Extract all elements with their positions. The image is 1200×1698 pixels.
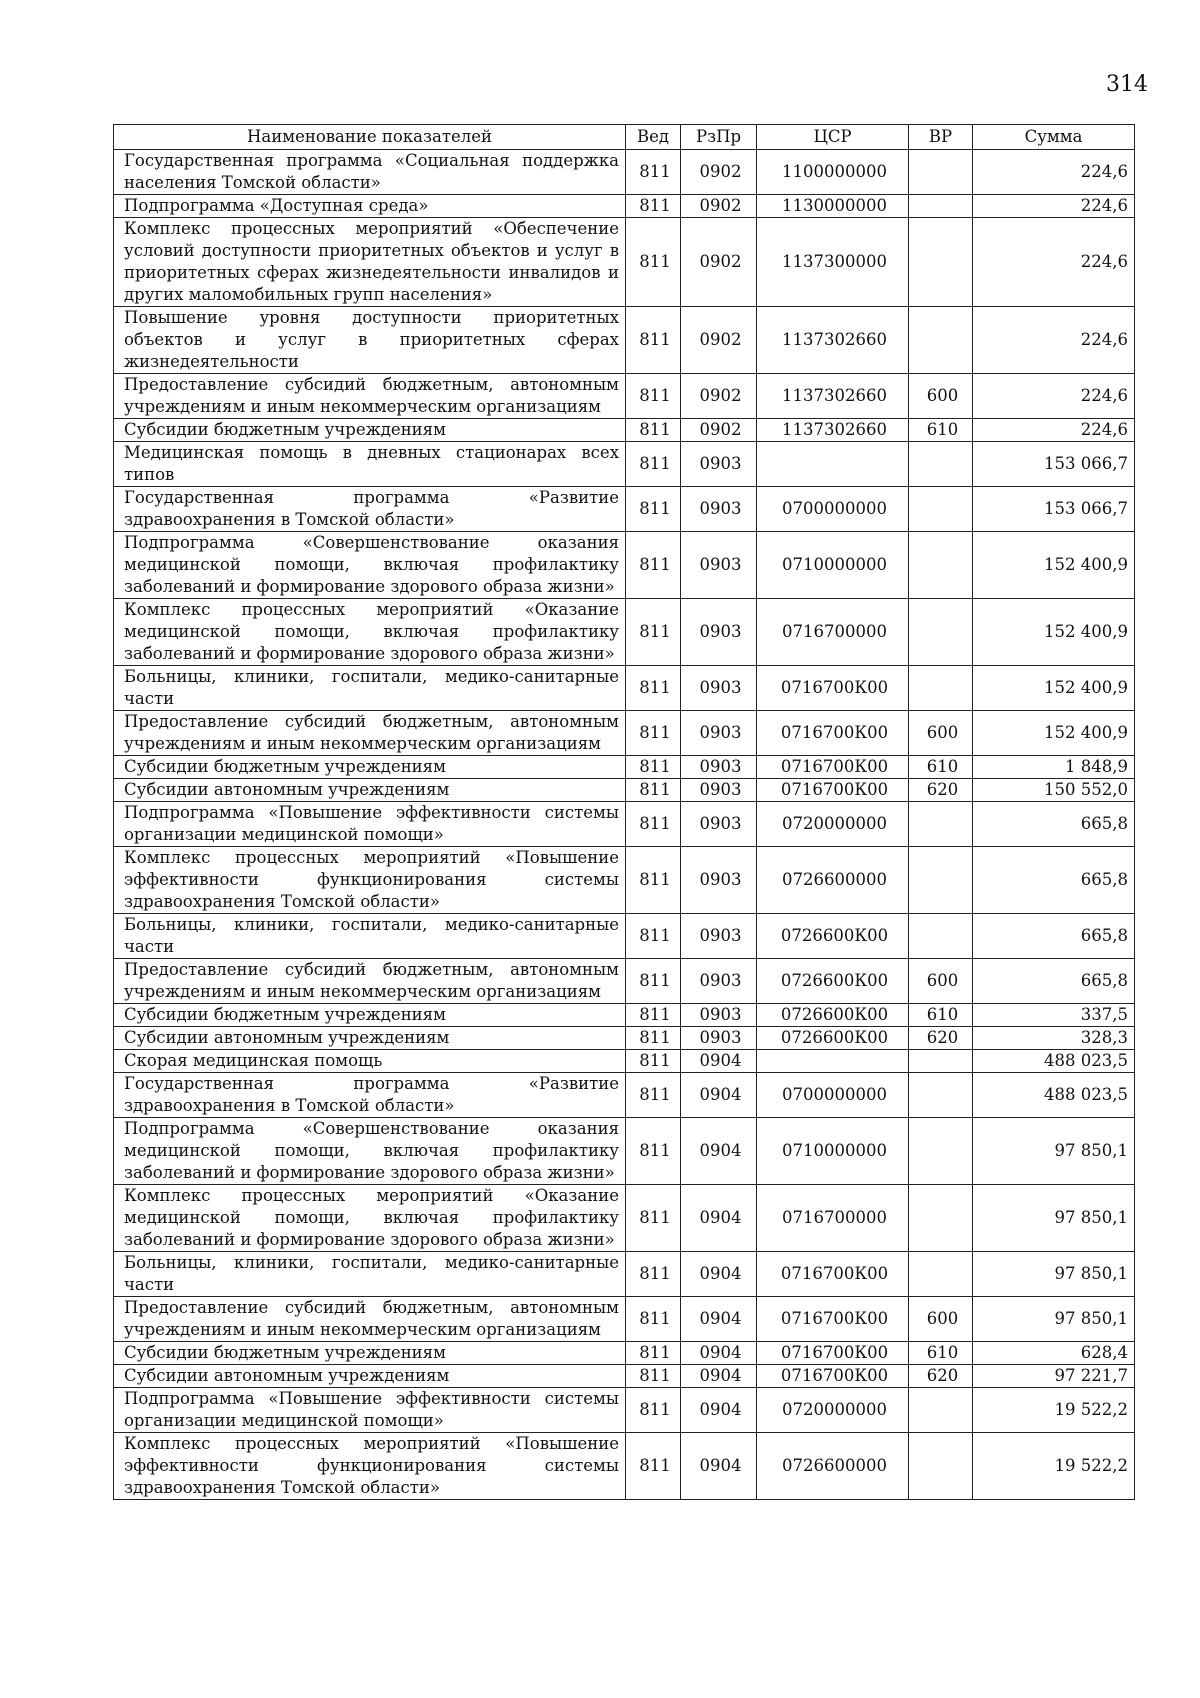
cell-ved: 811 (626, 756, 681, 779)
cell-ved: 811 (626, 442, 681, 487)
cell-vr: 620 (909, 1027, 973, 1050)
cell-rzpr: 0904 (681, 1433, 757, 1500)
table-row (114, 307, 1135, 374)
header-vr: ВР (909, 125, 973, 150)
cell-name: Субсидии автономным учреждениям (114, 1027, 626, 1050)
table-row (114, 1342, 1135, 1365)
cell-sum: 488 023,5 (973, 1050, 1135, 1073)
table-row (114, 1185, 1135, 1252)
cell-sum: 628,4 (973, 1342, 1135, 1365)
table-row (114, 487, 1135, 532)
cell-vr (909, 1252, 973, 1297)
table-row (114, 195, 1135, 218)
cell-rzpr: 0903 (681, 847, 757, 914)
header-csr: ЦСР (757, 125, 909, 150)
cell-csr (757, 1050, 909, 1073)
cell-rzpr: 0903 (681, 1004, 757, 1027)
cell-name: Субсидии автономным учреждениям (114, 779, 626, 802)
cell-rzpr: 0902 (681, 195, 757, 218)
cell-ved: 811 (626, 1252, 681, 1297)
cell-ved: 811 (626, 1342, 681, 1365)
cell-ved: 811 (626, 847, 681, 914)
cell-name: Субсидии бюджетным учреждениям (114, 756, 626, 779)
cell-name: Подпрограмма «Совершенствование оказания медицинской помощи, включая профилактику заболеваний и формирование здорового образа жизни» (114, 1118, 626, 1185)
cell-ved: 811 (626, 959, 681, 1004)
cell-ved: 811 (626, 914, 681, 959)
cell-rzpr: 0903 (681, 779, 757, 802)
table-row (114, 442, 1135, 487)
cell-vr (909, 1388, 973, 1433)
cell-name: Комплекс процессных мероприятий «Обеспечение условий доступности приоритетных объектов и услуг в приоритетных сферах жизнедеятельности инвалидов и других маломобильных групп населения» (114, 218, 626, 307)
cell-sum: 150 552,0 (973, 779, 1135, 802)
cell-ved: 811 (626, 779, 681, 802)
cell-vr: 620 (909, 779, 973, 802)
cell-ved: 811 (626, 1365, 681, 1388)
cell-sum: 97 850,1 (973, 1118, 1135, 1185)
table-row (114, 419, 1135, 442)
cell-sum: 665,8 (973, 959, 1135, 1004)
table-row (114, 779, 1135, 802)
cell-rzpr: 0903 (681, 599, 757, 666)
table-row (114, 914, 1135, 959)
cell-rzpr: 0904 (681, 1297, 757, 1342)
table-row (114, 1365, 1135, 1388)
header-sum: Сумма (973, 125, 1135, 150)
cell-vr (909, 218, 973, 307)
cell-ved: 811 (626, 1433, 681, 1500)
cell-sum: 665,8 (973, 802, 1135, 847)
cell-vr (909, 666, 973, 711)
cell-name: Комплекс процессных мероприятий «Повышение эффективности функционирования системы здравоохранения Томской области» (114, 847, 626, 914)
table-row (114, 1252, 1135, 1297)
cell-vr (909, 1073, 973, 1118)
cell-vr (909, 847, 973, 914)
cell-ved: 811 (626, 195, 681, 218)
cell-name: Государственная программа «Развитие здравоохранения в Томской области» (114, 487, 626, 532)
cell-csr: 0716700К00 (757, 1342, 909, 1365)
cell-csr (757, 442, 909, 487)
cell-vr (909, 307, 973, 374)
cell-csr: 1137302660 (757, 419, 909, 442)
cell-name: Комплекс процессных мероприятий «Оказание медицинской помощи, включая профилактику заболеваний и формирование здорового образа жизни» (114, 599, 626, 666)
cell-name: Больницы, клиники, госпитали, медико-санитарные части (114, 914, 626, 959)
cell-csr: 0716700К00 (757, 756, 909, 779)
header-row (114, 125, 1135, 150)
cell-vr (909, 442, 973, 487)
cell-ved: 811 (626, 1388, 681, 1433)
cell-sum: 152 400,9 (973, 666, 1135, 711)
cell-csr: 0700000000 (757, 487, 909, 532)
cell-sum: 152 400,9 (973, 599, 1135, 666)
cell-rzpr: 0902 (681, 307, 757, 374)
cell-csr: 0726600000 (757, 847, 909, 914)
cell-vr (909, 599, 973, 666)
cell-name: Предоставление субсидий бюджетным, автономным учреждениям и иным некоммерческим организациям (114, 959, 626, 1004)
cell-csr: 0726600К00 (757, 959, 909, 1004)
cell-sum: 97 850,1 (973, 1185, 1135, 1252)
cell-sum: 152 400,9 (973, 532, 1135, 599)
budget-table (113, 124, 1135, 1500)
cell-sum: 97 850,1 (973, 1252, 1135, 1297)
header-rzpr: РзПр (681, 125, 757, 150)
cell-vr (909, 914, 973, 959)
cell-sum: 337,5 (973, 1004, 1135, 1027)
cell-sum: 665,8 (973, 847, 1135, 914)
cell-rzpr: 0903 (681, 666, 757, 711)
cell-csr: 0716700К00 (757, 1297, 909, 1342)
cell-csr: 0726600К00 (757, 1027, 909, 1050)
cell-csr: 0716700К00 (757, 1252, 909, 1297)
cell-vr (909, 195, 973, 218)
cell-csr: 0720000000 (757, 1388, 909, 1433)
cell-sum: 153 066,7 (973, 487, 1135, 532)
cell-rzpr: 0903 (681, 1027, 757, 1050)
table-body (114, 150, 1135, 1500)
cell-ved: 811 (626, 666, 681, 711)
cell-ved: 811 (626, 374, 681, 419)
cell-rzpr: 0903 (681, 959, 757, 1004)
cell-rzpr: 0904 (681, 1073, 757, 1118)
table-row (114, 1050, 1135, 1073)
cell-rzpr: 0904 (681, 1185, 757, 1252)
table-row (114, 1388, 1135, 1433)
cell-vr: 600 (909, 711, 973, 756)
cell-rzpr: 0902 (681, 374, 757, 419)
cell-rzpr: 0903 (681, 711, 757, 756)
cell-name: Подпрограмма «Совершенствование оказания медицинской помощи, включая профилактику заболеваний и формирование здорового образа жизни» (114, 532, 626, 599)
cell-name: Комплекс процессных мероприятий «Повышение эффективности функционирования системы здравоохранения Томской области» (114, 1433, 626, 1500)
cell-ved: 811 (626, 1118, 681, 1185)
table-row (114, 666, 1135, 711)
table-row (114, 218, 1135, 307)
cell-ved: 811 (626, 711, 681, 756)
cell-vr: 610 (909, 756, 973, 779)
cell-csr: 1137302660 (757, 374, 909, 419)
cell-csr: 0716700К00 (757, 666, 909, 711)
cell-csr: 1137302660 (757, 307, 909, 374)
cell-name: Предоставление субсидий бюджетным, автономным учреждениям и иным некоммерческим организациям (114, 711, 626, 756)
cell-rzpr: 0903 (681, 442, 757, 487)
cell-name: Государственная программа «Социальная поддержка населения Томской области» (114, 150, 626, 195)
cell-csr: 0716700000 (757, 599, 909, 666)
header-name: Наименование показателей (114, 125, 626, 150)
cell-name: Государственная программа «Развитие здравоохранения в Томской области» (114, 1073, 626, 1118)
table-row (114, 374, 1135, 419)
cell-name: Медицинская помощь в дневных стационарах всех типов (114, 442, 626, 487)
cell-rzpr: 0904 (681, 1365, 757, 1388)
cell-name: Субсидии бюджетным учреждениям (114, 1342, 626, 1365)
cell-csr: 0726600К00 (757, 1004, 909, 1027)
cell-ved: 811 (626, 1004, 681, 1027)
cell-rzpr: 0904 (681, 1342, 757, 1365)
cell-csr: 0710000000 (757, 532, 909, 599)
cell-rzpr: 0903 (681, 914, 757, 959)
cell-name: Подпрограмма «Повышение эффективности системы организации медицинской помощи» (114, 1388, 626, 1433)
cell-ved: 811 (626, 532, 681, 599)
cell-rzpr: 0902 (681, 218, 757, 307)
cell-name: Комплекс процессных мероприятий «Оказание медицинской помощи, включая профилактику заболеваний и формирование здорового образа жизни» (114, 1185, 626, 1252)
table-row (114, 150, 1135, 195)
cell-vr (909, 1118, 973, 1185)
cell-rzpr: 0902 (681, 150, 757, 195)
cell-name: Подпрограмма «Доступная среда» (114, 195, 626, 218)
cell-name: Предоставление субсидий бюджетным, автономным учреждениям и иным некоммерческим организациям (114, 374, 626, 419)
cell-vr: 600 (909, 374, 973, 419)
table-row (114, 1073, 1135, 1118)
cell-csr: 1130000000 (757, 195, 909, 218)
cell-rzpr: 0904 (681, 1118, 757, 1185)
header-ved: Вед (626, 125, 681, 150)
cell-vr (909, 487, 973, 532)
cell-sum: 152 400,9 (973, 711, 1135, 756)
cell-ved: 811 (626, 1185, 681, 1252)
cell-csr: 0726600К00 (757, 914, 909, 959)
cell-csr: 0726600000 (757, 1433, 909, 1500)
cell-name: Скорая медицинская помощь (114, 1050, 626, 1073)
cell-ved: 811 (626, 419, 681, 442)
cell-sum: 19 522,2 (973, 1388, 1135, 1433)
cell-name: Повышение уровня доступности приоритетных объектов и услуг в приоритетных сферах жизнедеятельности (114, 307, 626, 374)
cell-name: Предоставление субсидий бюджетным, автономным учреждениям и иным некоммерческим организациям (114, 1297, 626, 1342)
cell-sum: 224,6 (973, 419, 1135, 442)
cell-csr: 1100000000 (757, 150, 909, 195)
cell-ved: 811 (626, 599, 681, 666)
table-row (114, 1118, 1135, 1185)
cell-ved: 811 (626, 487, 681, 532)
cell-csr: 0710000000 (757, 1118, 909, 1185)
cell-sum: 97 850,1 (973, 1297, 1135, 1342)
cell-ved: 811 (626, 150, 681, 195)
cell-rzpr: 0903 (681, 532, 757, 599)
cell-rzpr: 0904 (681, 1388, 757, 1433)
cell-csr: 1137300000 (757, 218, 909, 307)
cell-rzpr: 0902 (681, 419, 757, 442)
cell-name: Субсидии бюджетным учреждениям (114, 1004, 626, 1027)
table-row (114, 959, 1135, 1004)
cell-vr: 610 (909, 419, 973, 442)
cell-vr: 600 (909, 1297, 973, 1342)
cell-sum: 488 023,5 (973, 1073, 1135, 1118)
cell-ved: 811 (626, 218, 681, 307)
cell-csr: 0716700000 (757, 1185, 909, 1252)
cell-csr: 0720000000 (757, 802, 909, 847)
cell-vr (909, 1185, 973, 1252)
table-row (114, 1433, 1135, 1500)
cell-vr (909, 532, 973, 599)
cell-rzpr: 0904 (681, 1252, 757, 1297)
cell-sum: 224,6 (973, 374, 1135, 419)
cell-vr (909, 1433, 973, 1500)
cell-vr (909, 150, 973, 195)
cell-csr: 0716700К00 (757, 779, 909, 802)
cell-vr: 610 (909, 1342, 973, 1365)
cell-vr: 620 (909, 1365, 973, 1388)
cell-sum: 224,6 (973, 150, 1135, 195)
cell-csr: 0700000000 (757, 1073, 909, 1118)
cell-vr: 600 (909, 959, 973, 1004)
table-row (114, 802, 1135, 847)
table-row (114, 599, 1135, 666)
cell-vr: 610 (909, 1004, 973, 1027)
cell-sum: 665,8 (973, 914, 1135, 959)
cell-sum: 224,6 (973, 307, 1135, 374)
cell-name: Больницы, клиники, госпитали, медико-санитарные части (114, 666, 626, 711)
cell-sum: 1 848,9 (973, 756, 1135, 779)
table-row (114, 532, 1135, 599)
cell-csr: 0716700К00 (757, 1365, 909, 1388)
cell-rzpr: 0903 (681, 802, 757, 847)
cell-name: Подпрограмма «Повышение эффективности системы организации медицинской помощи» (114, 802, 626, 847)
cell-vr (909, 802, 973, 847)
cell-ved: 811 (626, 1027, 681, 1050)
table-row (114, 1297, 1135, 1342)
table-row (114, 756, 1135, 779)
cell-vr (909, 1050, 973, 1073)
cell-rzpr: 0904 (681, 1050, 757, 1073)
cell-rzpr: 0903 (681, 756, 757, 779)
table-header (114, 125, 1135, 150)
cell-sum: 19 522,2 (973, 1433, 1135, 1500)
cell-ved: 811 (626, 1297, 681, 1342)
table-row (114, 1027, 1135, 1050)
table-row (114, 711, 1135, 756)
cell-sum: 153 066,7 (973, 442, 1135, 487)
cell-ved: 811 (626, 1073, 681, 1118)
cell-ved: 811 (626, 802, 681, 847)
cell-ved: 811 (626, 1050, 681, 1073)
cell-sum: 224,6 (973, 195, 1135, 218)
cell-sum: 224,6 (973, 218, 1135, 307)
table-row (114, 847, 1135, 914)
cell-sum: 97 221,7 (973, 1365, 1135, 1388)
cell-name: Субсидии бюджетным учреждениям (114, 419, 626, 442)
cell-rzpr: 0903 (681, 487, 757, 532)
cell-sum: 328,3 (973, 1027, 1135, 1050)
page-number: 314 (1106, 72, 1148, 97)
cell-name: Больницы, клиники, госпитали, медико-санитарные части (114, 1252, 626, 1297)
cell-csr: 0716700К00 (757, 711, 909, 756)
cell-ved: 811 (626, 307, 681, 374)
table-row (114, 1004, 1135, 1027)
cell-name: Субсидии автономным учреждениям (114, 1365, 626, 1388)
